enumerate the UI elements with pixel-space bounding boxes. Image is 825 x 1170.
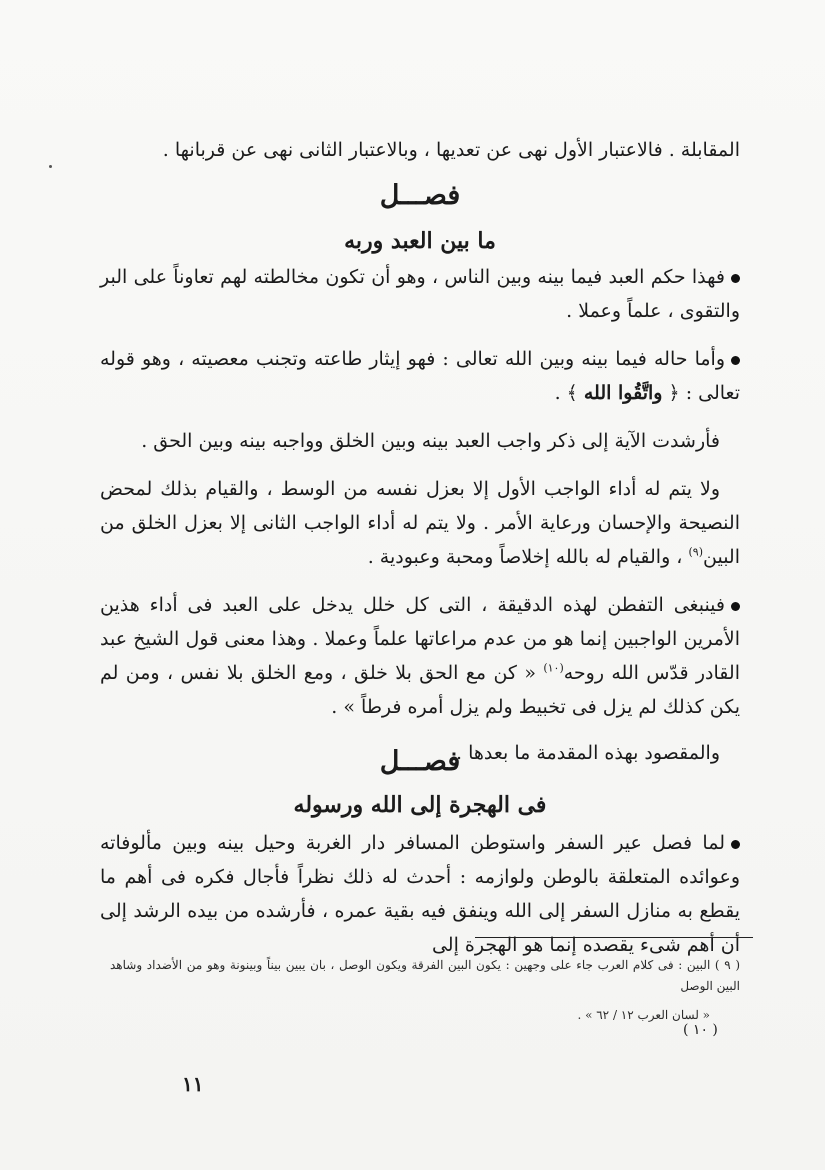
quran-bracket-close: ﴾ .: [554, 382, 578, 404]
paragraph-7-text: لما فصل عير السفر واستوطن المسافر دار الغربة وحيل بينه وبين مألوفاته وعوائده المتعلقة بالوطن ولوازمه : أحدث له ذلك نظراً فأجال فكره فى أهم ما يقطع به منازل السفر إلى الله وينفق فيه بقية عمره ، فأرشده من بيده الرشد إلى أن أهم شىء يقصده إنما هو الهجرة إلى: [100, 832, 740, 956]
section-heading-2: فصـــل: [379, 746, 461, 777]
paragraph-1-text: فهذا حكم العبد فيما بينه وبين الناس ، وهو أن تكون مخالطته لهم تعاوناً على البر والتقوى ، علماً وعملا .: [100, 266, 740, 322]
paragraph-6-text: والمقصود بهذه المقدمة ما بعدها .: [455, 742, 720, 764]
section-subheading-1: ما بين العبد وربه: [344, 228, 496, 254]
footnote-9-source: « لسان العرب ١٢ / ٦٢ » .: [577, 1008, 710, 1022]
footnote-ref-10: (١٠): [543, 661, 564, 675]
paragraph-5: [100, 588, 740, 724]
bullet-icon: [731, 274, 740, 283]
paragraph-3: [100, 424, 740, 458]
paragraph-5-text-b: « كن مع الحق بلا خلق ، ومع الخلق بلا نفس ، ومن لم يكن كذلك لم يزل فى تخبيط ولم يزل أمره فرطاً » .: [100, 662, 740, 718]
scan-speck: [49, 165, 52, 168]
paragraph-2: [100, 342, 740, 410]
paragraph-4-text-b: ، والقيام له بالله إخلاصاً ومحبة وعبودية .: [367, 546, 683, 568]
footnote-ref-9: (٩): [688, 545, 703, 559]
paragraph-1: [100, 260, 740, 328]
page-number: ١١: [182, 1072, 204, 1096]
intro-paragraph: [100, 133, 740, 167]
section-1-body: [100, 260, 740, 770]
quran-quote: واتَّقُوا الله: [583, 382, 663, 404]
paragraph-4: [100, 472, 740, 574]
intro-line: المقابلة . فالاعتبار الأول نهى عن تعديها ، وبالاعتبار الثانى نهى عن قربانها .: [162, 139, 740, 161]
paragraph-4-text-a: ولا يتم له أداء الواجب الأول إلا بعزل نفسه من الوسط ، والقيام بذلك لمحض النصيحة والإحسان ورعاية الأمر . ولا يتم له أداء الواجب الثانى إلا بعزل الخلق من البين: [100, 478, 740, 568]
bullet-icon: [731, 840, 740, 849]
section-2-body: [100, 826, 740, 962]
section-heading-1: فصـــل: [379, 180, 461, 211]
bullet-icon: [731, 602, 740, 611]
paragraph-5-text-a: فينبغى التفطن لهذه الدقيقة ، التى كل خلل يدخل على العبد فى أداء هذين الأمرين الواجبين إنما هو من عدم مراعاتها علماً وعملا . وهذا معنى قول الشيخ عبد القادر قدّس الله روحه: [100, 594, 740, 684]
bullet-icon: [731, 356, 740, 365]
paragraph-7: [100, 826, 740, 962]
paragraph-2-text: وأما حاله فيما بينه وبين الله تعالى : فهو إيثار طاعته وتجنب معصيته ، وهو قوله تعالى : ﴿: [100, 348, 740, 404]
footnote-9: ( ٩ ) البين : فى كلام العرب جاء على وجهين : يكون البين الفرقة ويكون الوصل ، بان يبين بيناً وبينونة وهو من الأضداد وشاهد البين الوصل: [110, 958, 741, 993]
footnote-divider: [475, 937, 753, 938]
paragraph-3-text: فأرشدت الآية إلى ذكر واجب العبد بينه وبين الخلق وواجبه بينه وبين الحق .: [141, 430, 720, 452]
footnotes: [110, 955, 740, 1026]
footnote-10-marker: ( ١٠ ): [683, 1022, 718, 1038]
section-subheading-2: فى الهجرة إلى الله ورسوله: [293, 792, 547, 818]
